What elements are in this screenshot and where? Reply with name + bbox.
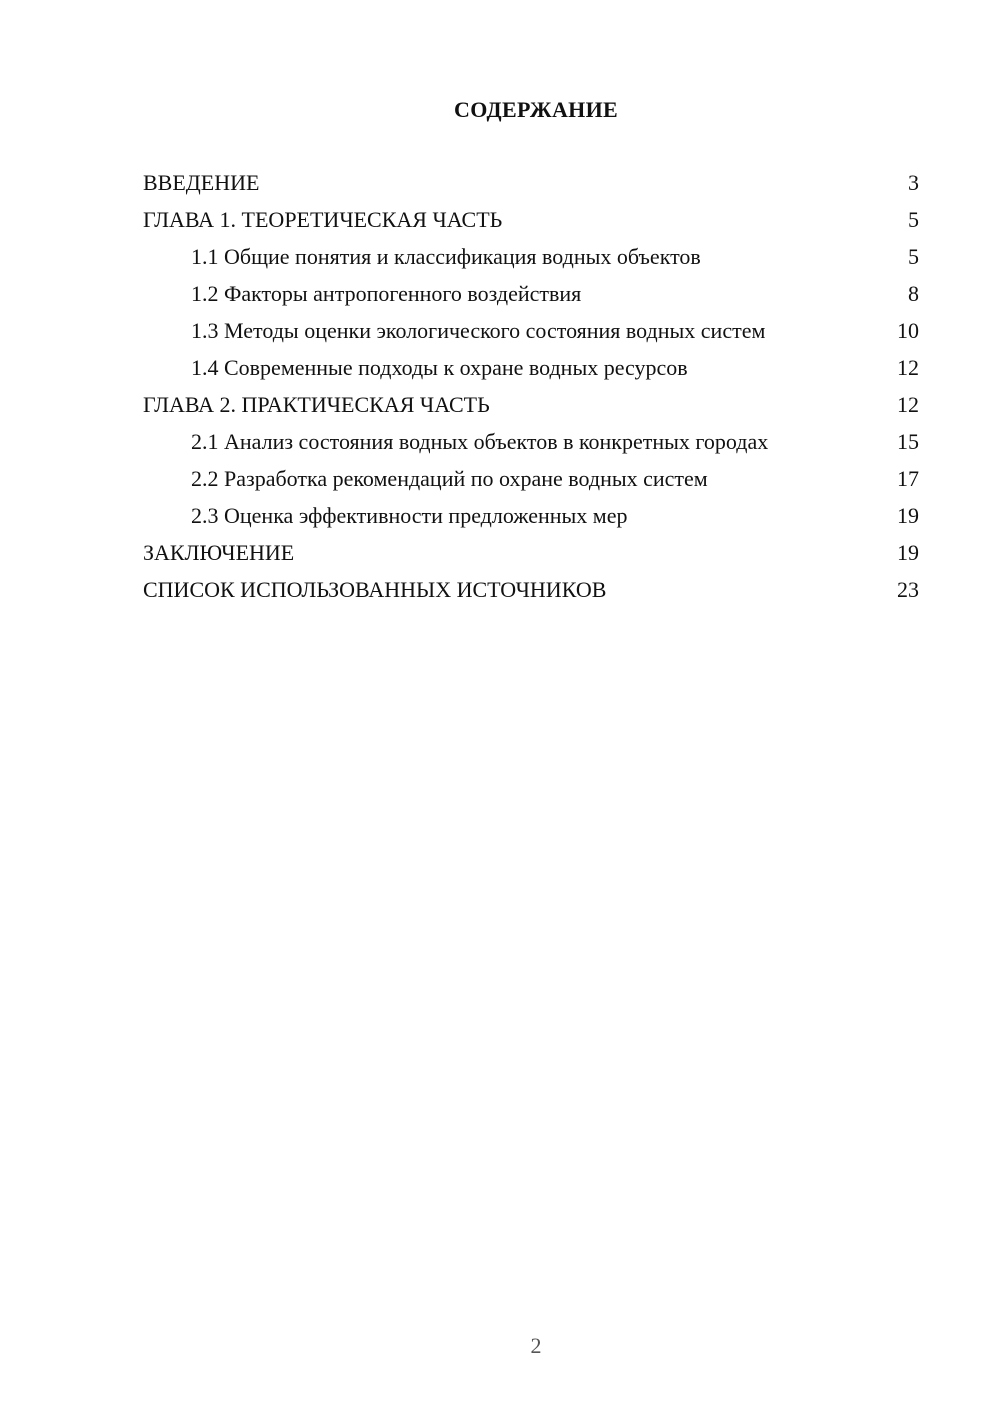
toc-subentry-page: 17 <box>897 466 919 491</box>
toc-subentry-label: 1.4 Современные подходы к охране водных ресурсов <box>191 355 688 380</box>
toc-subentry-page: 15 <box>897 429 919 454</box>
toc-subentry-page: 19 <box>897 503 919 528</box>
toc-subentry-page: 10 <box>897 318 919 343</box>
toc-subentry-label: 1.1 Общие понятия и классификация водных объектов <box>191 244 701 269</box>
toc-entry-label: ЗАКЛЮЧЕНИЕ <box>143 540 295 565</box>
toc-subentry <box>143 355 919 381</box>
toc-subentry <box>143 244 919 270</box>
toc-entry-page: 19 <box>897 540 919 565</box>
toc-subentry-label: 2.1 Анализ состояния водных объектов в конкретных городах <box>191 429 769 454</box>
toc-entry-label: ВВЕДЕНИЕ <box>143 170 260 195</box>
toc-subentry <box>143 466 919 492</box>
toc-entry-label: ГЛАВА 1. ТЕОРЕТИЧЕСКАЯ ЧАСТЬ <box>143 207 503 232</box>
toc-entry <box>143 577 919 603</box>
toc-subentry <box>143 429 919 455</box>
toc-entry-label: ГЛАВА 2. ПРАКТИЧЕСКАЯ ЧАСТЬ <box>143 392 490 417</box>
toc-subentry-page: 8 <box>908 281 919 306</box>
toc-entry <box>143 170 919 196</box>
toc-entry <box>143 392 919 418</box>
toc-entry-page: 3 <box>908 170 919 195</box>
toc-subentry-page: 12 <box>897 355 919 380</box>
toc-subentry-page: 5 <box>908 244 919 269</box>
toc-entry-page: 12 <box>897 392 919 417</box>
toc-subentry-label: 1.3 Методы оценки экологического состояния водных систем <box>191 318 766 343</box>
toc-subentry-label: 1.2 Факторы антропогенного воздействия <box>191 281 582 306</box>
toc-entry <box>143 207 919 233</box>
toc-entry-page: 23 <box>897 577 919 602</box>
page-title: СОДЕРЖАНИЕ <box>454 97 618 122</box>
toc-subentry <box>143 318 919 344</box>
toc-entry-label: СПИСОК ИСПОЛЬЗОВАННЫХ ИСТОЧНИКОВ <box>143 577 607 602</box>
toc-subentry-label: 2.2 Разработка рекомендаций по охране водных систем <box>191 466 708 491</box>
toc-subentry-label: 2.3 Оценка эффективности предложенных мер <box>191 503 628 528</box>
toc-subentry <box>143 281 919 307</box>
toc-entry <box>143 540 919 566</box>
page-number: 2 <box>530 1333 542 1358</box>
toc-entry-page: 5 <box>908 207 919 232</box>
table-of-contents <box>143 170 919 614</box>
toc-subentry <box>143 503 919 529</box>
